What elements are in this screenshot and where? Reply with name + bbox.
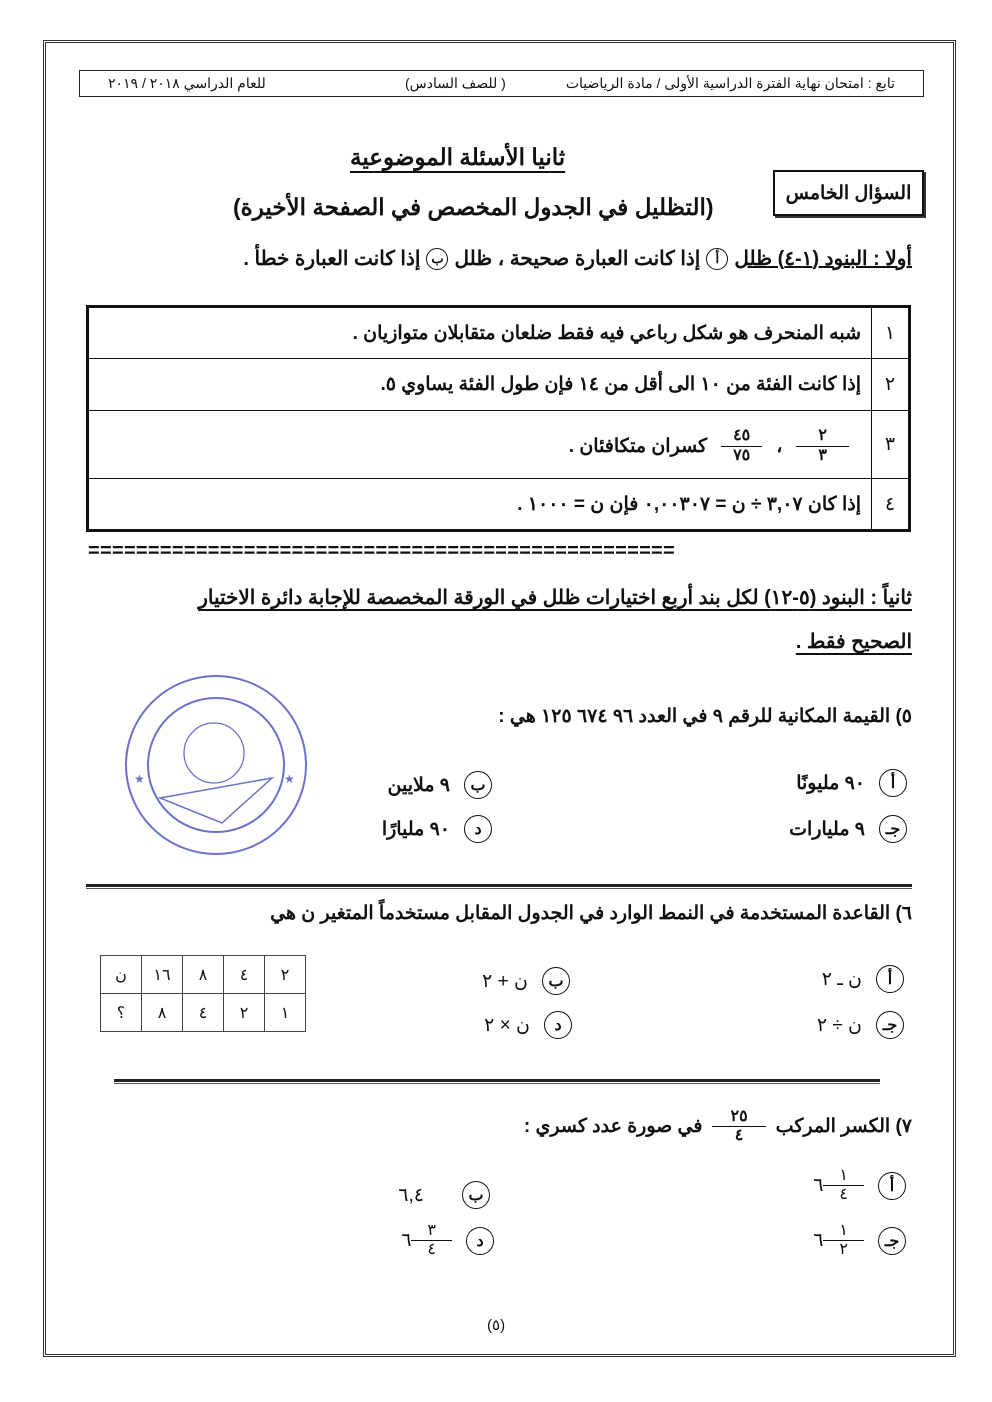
- q6-option-b[interactable]: [482, 967, 570, 995]
- option-circle-icon: أ: [878, 1172, 906, 1200]
- table-cell: ٤: [224, 956, 265, 994]
- option-b-circle-icon: ب: [426, 248, 448, 270]
- comma: ،: [776, 435, 783, 457]
- fraction: $\frac{١}{٤}$: [823, 1167, 864, 1205]
- q6-option-a[interactable]: [822, 965, 904, 993]
- option-text: ٩٠ مليونًا: [796, 772, 865, 794]
- part1-instructions: [243, 246, 912, 271]
- svg-text:★: ★: [134, 772, 145, 786]
- exam-header: [79, 70, 924, 97]
- q6-option-c[interactable]: [817, 1011, 904, 1039]
- q7-prefix: ٧) الكسر المركب: [775, 1116, 912, 1138]
- item-number: ٤: [872, 479, 910, 531]
- option-text: ن + ٢: [482, 970, 528, 992]
- part1-prefix: أولا : البنود (١-٤) ظلل: [734, 248, 912, 270]
- q7-option-d[interactable]: [401, 1222, 494, 1260]
- option-circle-icon: ب: [464, 771, 492, 799]
- fraction: $\frac{٢}{٣}$: [796, 427, 849, 465]
- page-number: (٥): [487, 1317, 506, 1334]
- item-text: [88, 411, 872, 479]
- item-number: ٢: [872, 359, 910, 411]
- pattern-table: [100, 955, 306, 1032]
- svg-text:★: ★: [284, 772, 295, 786]
- fraction: $\frac{٢٥}{٤}$: [712, 1108, 765, 1146]
- item-number: ١: [872, 307, 910, 359]
- item-text: إذا كانت الفئة من ١٠ الى أقل من ١٤ فإن طول الفئة يساوي ٥.: [88, 359, 872, 411]
- whole-number: ٦: [401, 1230, 412, 1252]
- option-circle-icon: أ: [876, 965, 904, 993]
- control-stamp: [122, 673, 312, 859]
- fraction: $\frac{٣}{٤}$: [411, 1222, 452, 1260]
- q7-option-b[interactable]: [398, 1181, 490, 1209]
- table-cell: ن: [101, 956, 142, 994]
- fraction: $\frac{١}{٢}$: [823, 1222, 864, 1260]
- q5-option-a[interactable]: [796, 769, 907, 797]
- item-text: إذا كان ٣,٠٧ ÷ ن = ٠,٠٠٣٠٧ فإن ن = ١٠٠٠ .: [88, 479, 872, 531]
- option-text: ٩ مليارات: [789, 818, 865, 840]
- table-cell: ٨: [142, 994, 183, 1032]
- part1-mid: إذا كانت العبارة صحيحة ، ظلل: [454, 248, 701, 270]
- table-row: [88, 411, 910, 479]
- option-circle-icon: د: [464, 815, 492, 843]
- table-cell: ١: [265, 994, 306, 1032]
- table-row: [88, 359, 910, 411]
- option-a-circle-icon: أ: [706, 248, 728, 270]
- table-row: [88, 307, 910, 359]
- item-number: ٣: [872, 411, 910, 479]
- part2-instructions-line2: الصحيح فقط .: [795, 631, 912, 653]
- option-text: ٩٠ مليارًا: [381, 818, 450, 840]
- header-year: للعام الدراسي ٢٠١٨ / ٢٠١٩: [108, 75, 266, 91]
- whole-number: ٦: [813, 1175, 824, 1197]
- true-false-table: [86, 305, 911, 532]
- option-text: ٩ ملايين: [387, 774, 450, 796]
- section-subtitle: (التظليل في الجدول المخصص في الصفحة الأخيرة): [233, 194, 714, 220]
- question-5-text: ٥) القيمة المكانية للرقم ٩ في العدد ٩٦ ٦٧٤ ١٢٥ هي :: [498, 706, 912, 727]
- section-title: ثانيا الأسئلة الموضوعية: [350, 144, 566, 170]
- option-circle-icon: جـ: [876, 1011, 904, 1039]
- option-text: ن ÷ ٢: [816, 1014, 862, 1036]
- option-text: ٦,٤: [398, 1184, 424, 1206]
- q5-option-c[interactable]: [789, 815, 907, 843]
- table-cell: ١٦: [142, 956, 183, 994]
- option-circle-icon: د: [544, 1011, 572, 1039]
- option-text: ن ـ ٢: [821, 968, 862, 990]
- option-text: ن × ٢: [484, 1014, 530, 1036]
- part1-suffix: إذا كانت العبارة خطأ .: [243, 248, 421, 270]
- option-circle-icon: ب: [462, 1181, 490, 1209]
- divider: [86, 884, 912, 889]
- separator-line: =================================================: [88, 540, 676, 562]
- table-row: [88, 479, 910, 531]
- option-circle-icon: أ: [879, 769, 907, 797]
- question-7-text: [524, 1108, 912, 1146]
- item-text: شبه المنحرف هو شكل رباعي فيه فقط ضلعان متقابلان متوازيان .: [88, 307, 872, 359]
- q5-option-b[interactable]: [388, 771, 493, 799]
- question-6-text: ٦) القاعدة المستخدمة في النمط الوارد في الجدول المقابل مستخدماً المتغير ن هي: [270, 903, 912, 924]
- fraction: $\frac{٤٥}{٧٥}$: [721, 427, 762, 465]
- table-cell: ٢: [224, 994, 265, 1032]
- item-text-suffix: كسران متكافئان .: [568, 435, 708, 457]
- q7-suffix: في صورة عدد كسري :: [523, 1116, 703, 1138]
- question-number-box: السؤال الخامس: [773, 170, 924, 216]
- q7-option-a[interactable]: [813, 1167, 906, 1205]
- q7-option-c[interactable]: [813, 1222, 906, 1260]
- q6-option-d[interactable]: [484, 1011, 572, 1039]
- q5-option-d[interactable]: [382, 815, 492, 843]
- table-cell: ٢: [265, 956, 306, 994]
- divider: [114, 1079, 880, 1084]
- option-circle-icon: د: [466, 1227, 494, 1255]
- header-exam-title: تابع : امتحان نهاية الفترة الدراسية الأولى / مادة الرياضيات: [565, 75, 895, 91]
- table-cell: ٤: [183, 994, 224, 1032]
- whole-number: ٦: [813, 1230, 824, 1252]
- part2-instructions-line1: ثانياً : البنود (٥-١٢) لكل بند أربع اختيارات ظلل في الورقة المخصصة للإجابة دائرة الاختيار: [198, 587, 912, 609]
- option-circle-icon: ب: [542, 967, 570, 995]
- table-cell: ؟: [101, 994, 142, 1032]
- header-grade: ( للصف السادس): [404, 75, 506, 91]
- option-circle-icon: جـ: [879, 815, 907, 843]
- table-row: [101, 994, 306, 1032]
- option-circle-icon: جـ: [878, 1227, 906, 1255]
- table-row: [101, 956, 306, 994]
- table-cell: ٨: [183, 956, 224, 994]
